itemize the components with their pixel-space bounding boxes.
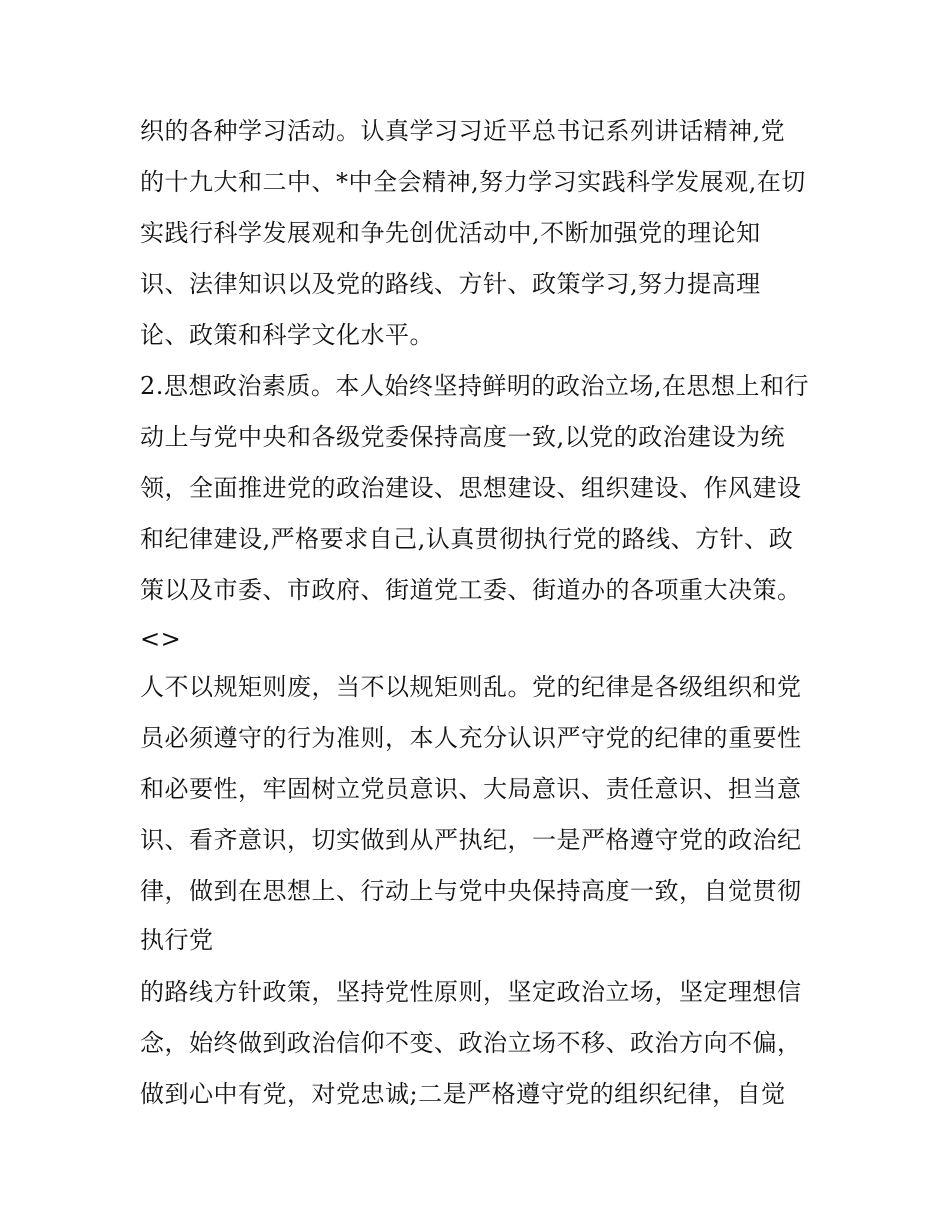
text-line: 律，做到在思想上、行动上与党中央保持高度一致，自觉贯彻 — [140, 877, 802, 905]
text-line: 论、政策和科学文化水平。 — [140, 321, 434, 349]
text-line: 实践行科学发展观和争先创优活动中,不断加强党的理论知 — [140, 219, 761, 247]
text-line: 和纪律建设,严格要求自己,认真贯彻执行党的路线、方针、政 — [140, 525, 794, 553]
text-line: 人不以规矩则废，当不以规矩则乱。党的纪律是各级组织和党 — [140, 673, 802, 701]
text-line: 和必要性，牢固树立党员意识、大局意识、责任意识、担当意 — [140, 775, 802, 803]
text-line: 策以及市委、市政府、街道党工委、街道办的各项重大决策。 — [140, 576, 802, 604]
text-line: 做到心中有党，对党忠诚;二是严格遵守党的组织纪律，自觉 — [140, 1080, 786, 1108]
text-line: 领，全面推进党的政治建设、思想建设、组织建设、作风建设 — [140, 474, 802, 502]
text-line: 识、法律知识以及党的路线、方针、政策学习,努力提高理 — [140, 270, 761, 298]
text-line: 织的各种学习活动。认真学习习近平总书记系列讲话精神,党 — [140, 117, 786, 145]
text-line: 员必须遵守的行为准则，本人充分认识严守党的纪律的重要性 — [140, 724, 802, 752]
text-line: 念，始终做到政治信仰不变、政治立场不移、政治方向不偏， — [140, 1029, 802, 1057]
text-line: 的十九大和二中、*中全会精神,努力学习实践科学发展观,在切 — [140, 168, 806, 196]
document-body — [140, 106, 830, 1120]
text-line: 执行党 — [140, 926, 214, 954]
text-line: 识、看齐意识，切实做到从严执纪，一是严格遵守党的政治纪 — [140, 826, 802, 854]
text-line: 的路线方针政策，坚持党性原则，坚定政治立场，坚定理想信 — [140, 978, 802, 1006]
text-line: 动上与党中央和各级党委保持高度一致,以党的政治建设为统 — [140, 423, 786, 451]
section-heading-line: 2.思想政治素质。本人始终坚持鲜明的政治立场,在思想上和行 — [140, 372, 810, 400]
placeholder-marker: <> — [140, 625, 182, 653]
